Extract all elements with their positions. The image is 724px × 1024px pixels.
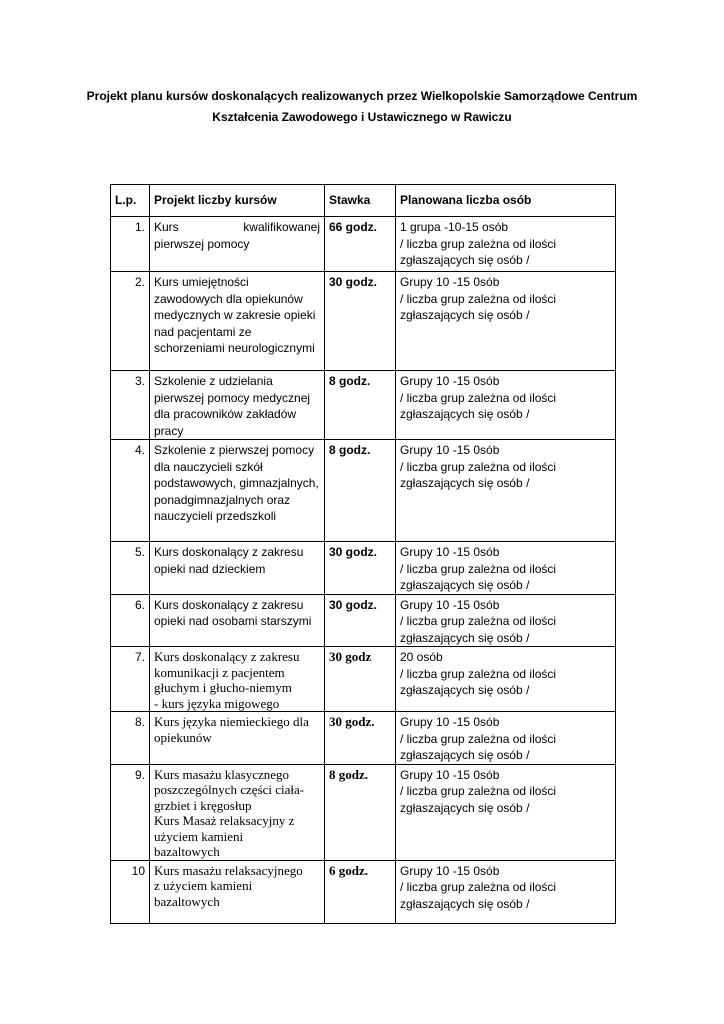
plan-line: Grupy 10 -15 0sób: [400, 597, 500, 612]
plan-line: zgłaszających się osób /: [400, 308, 530, 322]
course-name: Kurs umiejętności zawodowych dla opiekunów medycznych w zakresie opieki nad pacjentami ze schorzeniami neurologicznymi: [150, 272, 325, 371]
course-name-line: Kurs języka niemieckiego dla: [154, 714, 309, 729]
planned-count: [396, 217, 616, 272]
course-name-line: głuchym i głucho-niemym: [154, 680, 292, 695]
course-name: [150, 647, 325, 712]
course-rate: 30 godz.: [325, 542, 396, 595]
plan-line: Grupy 10 -15 0sób: [400, 545, 500, 559]
course-name-part: kwalifikowanej: [243, 220, 320, 234]
plan-line: zgłaszających się osób /: [400, 476, 530, 490]
planned-count: [396, 272, 616, 371]
table-header-row: [111, 185, 616, 217]
course-name: Szkolenie z udzielania pierwszej pomocy medycznej dla pracowników zakładów pracy: [150, 371, 325, 440]
course-name-line: bazaltowych: [154, 844, 220, 859]
plan-line: 20 osób: [400, 650, 443, 664]
planned-count: [396, 371, 616, 440]
plan-line: / liczba grup zależna od ilości: [400, 390, 557, 405]
row-number: 4.: [111, 440, 150, 542]
row-number: 6.: [111, 594, 150, 647]
plan-line: zgłaszających się osób /: [400, 578, 530, 592]
plan-line: / liczba grup zależna od ilości: [400, 291, 557, 306]
course-rate: 8 godz.: [325, 371, 396, 440]
course-name: Szkolenie z pierwszej pomocy dla nauczycieli szkół podstawowych, gimnazjalnych, ponadgimnazjalnych oraz nauczycieli przedszkoli: [150, 440, 325, 542]
row-number: 2.: [111, 272, 150, 371]
table-row: [111, 542, 616, 595]
table-row: [111, 272, 616, 371]
course-name-part: pierwszej pomocy: [154, 236, 250, 251]
plan-line: / liczba grup zależna od ilości: [400, 459, 557, 474]
plan-line: / liczba grup zależna od ilości: [400, 880, 557, 894]
row-number: 8.: [111, 712, 150, 765]
plan-line: Grupy 10 -15 0sób: [400, 863, 500, 878]
title-line-1: Projekt planu kursów doskonalących realizowanych przez Wielkopolskie Samorządowe Centrum: [86, 89, 638, 103]
plan-line: zgłaszających się osób /: [400, 800, 530, 815]
planned-count: [396, 860, 616, 923]
course-name-line: Kurs masażu klasycznego: [154, 766, 290, 782]
course-name-line: użyciem kamieni: [154, 828, 244, 844]
course-rate: 66 godz.: [325, 217, 396, 272]
planned-count: [396, 764, 616, 860]
table-row: [111, 440, 616, 542]
course-rate: 8 godz.: [325, 764, 396, 860]
plan-line: zgłaszających się osób /: [400, 896, 530, 911]
course-name-line: komunikacji z pacjentem: [154, 664, 285, 680]
table-row: [111, 594, 616, 647]
course-name-line: - kurs języka migowego: [154, 695, 280, 711]
course-rate: 30 godz.: [325, 594, 396, 647]
course-name-line: bazaltowych: [154, 893, 220, 909]
plan-line: Grupy 10 -15 0sób: [400, 715, 500, 729]
document-title: [60, 86, 664, 128]
course-rate: 6 godz.: [325, 860, 396, 923]
course-name: [150, 217, 325, 272]
row-number: 1.: [111, 217, 150, 272]
plan-line: Grupy 10 -15 0sób: [400, 443, 500, 457]
plan-line: zgłaszających się osób /: [400, 748, 530, 762]
table-row: [111, 860, 616, 923]
plan-line: / liczba grup zależna od ilości: [400, 666, 557, 681]
course-name-line: Kurs Masaż relaksacyjny z: [154, 813, 295, 828]
row-number: 3.: [111, 371, 150, 440]
table-row: [111, 764, 616, 860]
plan-line: / liczba grup zależna od ilości: [400, 236, 557, 251]
course-rate: 30 godz.: [325, 272, 396, 371]
table-row: [111, 712, 616, 765]
title-line-2: Kształcenia Zawodowego i Ustawicznego w Rawiczu: [212, 110, 512, 124]
row-number: 7.: [111, 647, 150, 712]
course-rate: 30 godz: [325, 647, 396, 712]
course-name: [150, 860, 325, 923]
plan-line: Grupy 10 -15 0sób: [400, 374, 500, 388]
plan-line: zgłaszających się osób /: [400, 630, 530, 645]
course-name-line: grzbiet i kręgosłup: [154, 797, 252, 813]
course-name-line: Kurs masażu relaksacyjnego: [154, 862, 303, 878]
planned-count: [396, 594, 616, 647]
table-row: [111, 217, 616, 272]
course-name-line: z użyciem kamieni: [154, 878, 253, 893]
course-name: [150, 712, 325, 765]
course-name: Kurs doskonalący z zakresu opieki nad osobami starszymi: [150, 594, 325, 647]
course-name: Kurs doskonalący z zakresu opieki nad dzieckiem: [150, 542, 325, 595]
plan-line: / liczba grup zależna od ilości: [400, 784, 557, 798]
plan-line: Grupy 10 -15 0sób: [400, 767, 500, 782]
plan-line: / liczba grup zależna od ilości: [400, 614, 557, 628]
plan-line: zgłaszających się osób /: [400, 407, 530, 421]
course-name-part: Kurs: [154, 220, 179, 234]
planned-count: [396, 647, 616, 712]
table-row: [111, 647, 616, 712]
header-rate: Stawka: [325, 185, 396, 217]
course-name-line: poszczególnych części ciała-: [154, 782, 305, 797]
row-number: 5.: [111, 542, 150, 595]
planned-count: [396, 440, 616, 542]
row-number: 10: [111, 860, 150, 923]
plan-line: zgłaszających się osób /: [400, 253, 530, 267]
row-number: 9.: [111, 764, 150, 860]
plan-line: 1 grupa -10-15 osób: [400, 220, 509, 234]
header-lp: L.p.: [111, 185, 150, 217]
course-rate: 8 godz.: [325, 440, 396, 542]
header-course-name: Projekt liczby kursów: [150, 185, 325, 217]
table-row: [111, 371, 616, 440]
plan-line: / liczba grup zależna od ilości: [400, 561, 557, 576]
header-planned-count: Planowana liczba osób: [396, 185, 616, 217]
plan-line: / liczba grup zależna od ilości: [400, 731, 557, 746]
courses-table: [110, 184, 616, 924]
course-name: [150, 764, 325, 860]
plan-line: Grupy 10 -15 0sób: [400, 275, 500, 289]
planned-count: [396, 542, 616, 595]
planned-count: [396, 712, 616, 765]
course-rate: 30 godz.: [325, 712, 396, 765]
course-name-line: opiekunów: [154, 729, 212, 745]
course-name-line: Kurs doskonalący z zakresu: [154, 649, 300, 664]
plan-line: zgłaszających się osób /: [400, 683, 530, 697]
